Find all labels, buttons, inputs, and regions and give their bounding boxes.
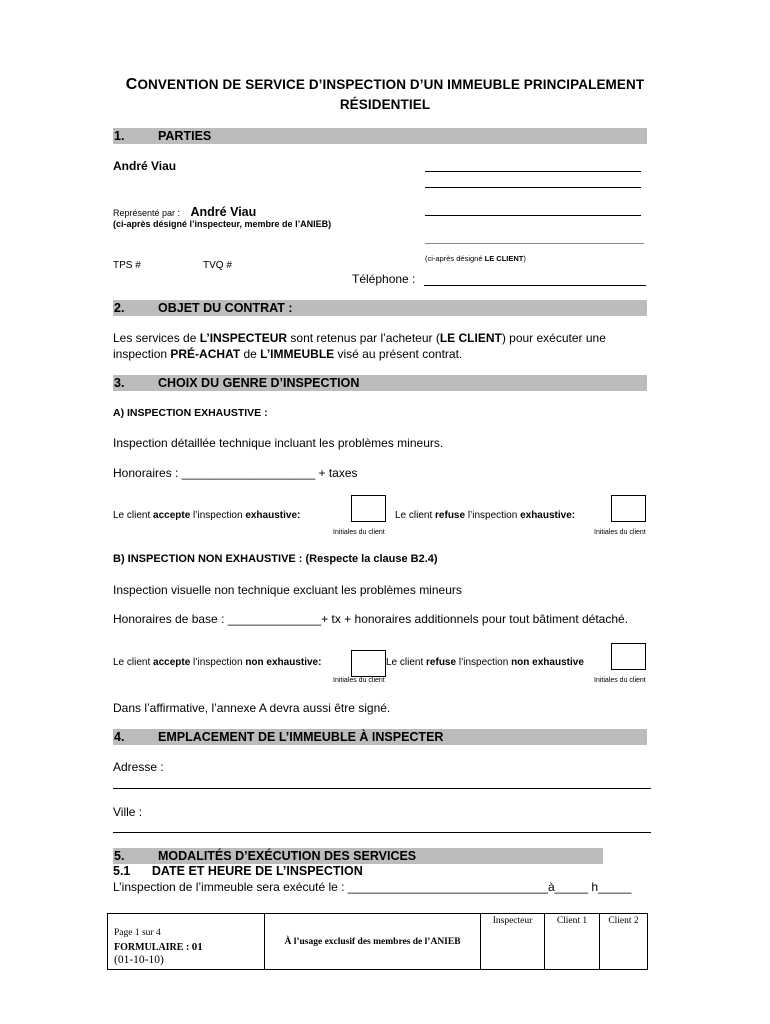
initials-client2-cell[interactable] bbox=[600, 914, 648, 970]
a-refuse-initials-box[interactable] bbox=[611, 495, 646, 522]
a-accept-initials-caption: Initiales du client bbox=[333, 529, 385, 536]
inspection-b-description: Inspection visuelle non technique excluant les problèmes mineurs bbox=[113, 583, 462, 597]
b-accept-initials-caption: Initiales du client bbox=[333, 677, 385, 684]
col-inspecteur-label: Inspecteur bbox=[492, 916, 533, 926]
initials-client1-cell[interactable] bbox=[545, 914, 600, 970]
usage-note: À l’usage exclusif des membres de l’ANIEB bbox=[284, 936, 461, 947]
a-accept-label: Le client accepte l’inspection exhaustive: bbox=[113, 510, 301, 521]
form-number: FORMULAIRE : 01 bbox=[114, 941, 203, 953]
a-refuse-label: Le client refuse l’inspection exhaustive: bbox=[395, 510, 576, 521]
initials-inspecteur-cell[interactable] bbox=[481, 914, 545, 970]
inspection-b-heading: B) INSPECTION NON EXHAUSTIVE : (Respecte la clause B2.4) bbox=[113, 553, 438, 565]
client-name-line[interactable] bbox=[425, 171, 641, 172]
col-client2-label: Client 2 bbox=[608, 916, 639, 926]
b-accept-label: Le client accepte l’inspection non exhaustive: bbox=[113, 657, 322, 668]
subsection-5-1: 5.1 DATE ET HEURE DE L’INSPECTION bbox=[113, 864, 363, 878]
inspection-a-fees: Honoraires : ____________________ + taxes bbox=[113, 466, 358, 480]
footer-table bbox=[107, 913, 648, 970]
objet-paragraph-line2: inspection PRÉ-ACHAT de L’IMMEUBLE visé au présent contrat. bbox=[113, 347, 463, 361]
footer-page-cell bbox=[108, 914, 265, 970]
section-header-emplacement: 4. EMPLACEMENT DE L’IMMEUBLE À INSPECTER bbox=[113, 729, 647, 745]
document-title-line2: RÉSIDENTIEL bbox=[339, 97, 431, 112]
page-number: Page 1 sur 4 bbox=[114, 928, 161, 938]
address-line[interactable] bbox=[113, 788, 651, 789]
inspection-b-fees: Honoraires de base : ______________+ tx + honoraires additionnels pour tout bâtiment détaché. bbox=[113, 612, 629, 626]
a-refuse-initials-caption: Initiales du client bbox=[594, 529, 646, 536]
annex-note: Dans l’affirmative, l’annexe A devra aussi être signé. bbox=[113, 701, 391, 715]
inspection-a-heading: A) INSPECTION EXHAUSTIVE : bbox=[113, 407, 268, 419]
inspector-designation: (ci-après désigné l’inspecteur, membre de l’ANIEB) bbox=[113, 219, 332, 229]
client-designation: (ci-après désigné LE CLIENT) bbox=[425, 254, 526, 263]
phone-label: Téléphone : bbox=[352, 272, 416, 286]
b-accept-initials-box[interactable] bbox=[351, 650, 386, 677]
city-line[interactable] bbox=[113, 832, 651, 833]
document-title: CONVENTION DE SERVICE D’INSPECTION D’UN IMMEUBLE PRINCIPALEMENT bbox=[125, 76, 645, 93]
inspection-a-description: Inspection détaillée technique incluant les problèmes mineurs. bbox=[113, 436, 444, 450]
client-city-line[interactable] bbox=[425, 215, 641, 216]
b-refuse-initials-box[interactable] bbox=[611, 643, 646, 670]
b-refuse-label: Le client refuse l’inspection non exhaustive bbox=[386, 657, 584, 668]
col-client1-label: Client 1 bbox=[556, 916, 588, 926]
objet-paragraph-line1: Les services de L’INSPECTEUR sont retenus par l’acheteur (LE CLIENT) pour exécuter une bbox=[113, 331, 606, 345]
tps-label: TPS # bbox=[113, 260, 141, 271]
inspector-name: André Viau bbox=[113, 159, 177, 173]
inspection-date-sentence: L’inspection de l’immeuble sera exécuté le : ______________________________à_____ h_____ bbox=[113, 880, 632, 894]
footer-usage-cell bbox=[265, 914, 481, 970]
b-refuse-initials-caption: Initiales du client bbox=[594, 677, 646, 684]
section-header-objet: 2. OBJET DU CONTRAT : bbox=[113, 300, 647, 316]
city-label: Ville : bbox=[113, 805, 143, 819]
section-header-choix: 3. CHOIX DU GENRE D’INSPECTION bbox=[113, 375, 647, 391]
represented-by: Représenté par : André Viau bbox=[113, 205, 257, 219]
tvq-label: TVQ # bbox=[203, 260, 232, 271]
section-header-parties: 1. PARTIES bbox=[113, 128, 647, 144]
address-label: Adresse : bbox=[113, 760, 164, 774]
phone-line[interactable] bbox=[424, 285, 646, 286]
client-address-line[interactable] bbox=[425, 187, 641, 188]
form-date: (01-10-10) bbox=[114, 954, 164, 966]
section-header-modalites: 5. MODALITÉS D’EXÉCUTION DES SERVICES bbox=[113, 848, 603, 864]
a-accept-initials-box[interactable] bbox=[351, 495, 386, 522]
client-extra-line[interactable] bbox=[425, 243, 644, 244]
